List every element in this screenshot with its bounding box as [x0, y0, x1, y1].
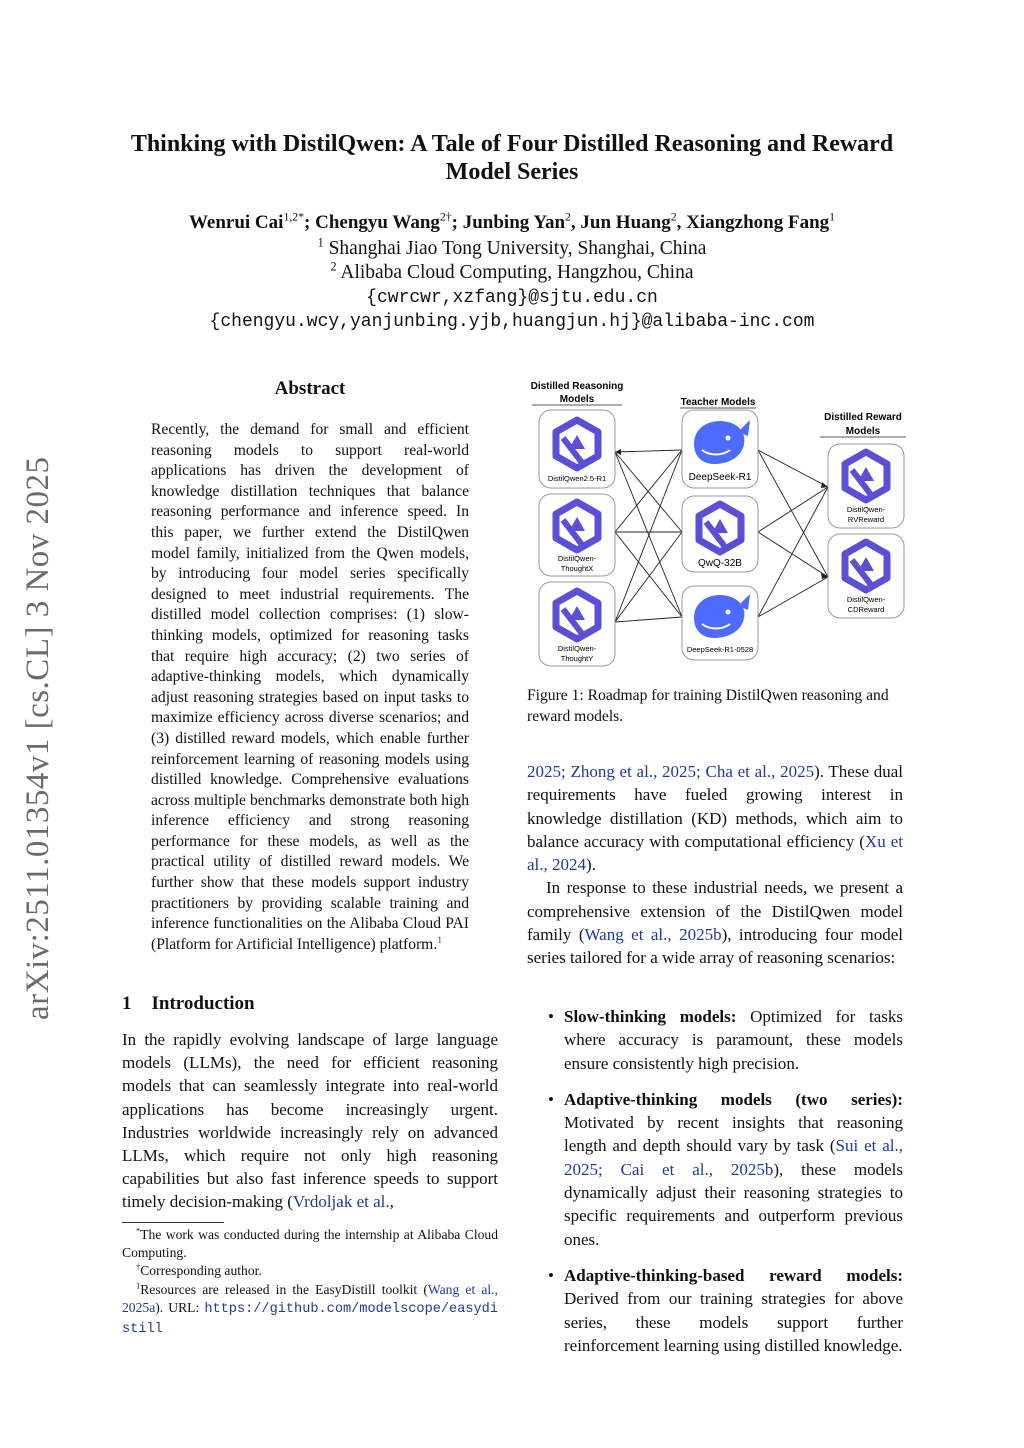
body-text: ). These dual requirements have fueled growing interest in knowledge distillation (KD) methods, which aim to balance accuracy with computational efficiency (: [527, 762, 904, 851]
footnote-mark: 1: [136, 1280, 141, 1291]
teacher-label: DeepSeek-R1: [688, 472, 752, 483]
author-affil-mark: 1,2*: [283, 210, 305, 224]
citation-separator: ;: [598, 1159, 621, 1179]
intro-text-end: ,: [389, 1192, 394, 1212]
list-item: • Adaptive-thinking models (two series): Motivated by recent insights that reasoning length and depth should vary by task (Sui et al., 2025; Cai et al., 2025b), these models dynamically adjust their reasoning strategies to specific requirements and outperform previous ones.: [548, 1089, 903, 1249]
introduction-body: [122, 1028, 498, 1214]
model-label: RVReward: [847, 515, 885, 524]
author-separator: ;: [304, 212, 311, 233]
model-label: CDReward: [847, 605, 885, 614]
title-line-2: Model Series: [445, 159, 579, 185]
list-item-title: Slow-thinking models:: [564, 1007, 737, 1026]
teacher-model-card: [682, 496, 758, 572]
footnotes: [122, 1226, 498, 1339]
author-list: [100, 212, 924, 234]
teacher-model-card: [682, 410, 758, 488]
abstract-heading: Abstract: [274, 378, 346, 399]
arxiv-sidebar-id: arXiv:2511.01354v1 [cs.CL] 3 Nov 2025: [20, 456, 56, 1020]
email-sjtu[interactable]: {cwrcwr,xzfang}@sjtu.edu.cn: [366, 288, 658, 308]
reasoning-model-card: [539, 494, 615, 576]
body-text: ).: [586, 855, 596, 875]
list-item-title: Adaptive-thinking models (two series):: [564, 1089, 903, 1109]
citation-link[interactable]: Wang et al., 2025a: [122, 1281, 498, 1315]
model-label: DistilQwen-: [557, 644, 597, 653]
citation-link[interactable]: Cai et al., 2025b: [620, 1159, 774, 1179]
teacher-label: DeepSeek-R1-0528: [686, 645, 754, 654]
list-item-title: Adaptive-thinking-based reward models:: [564, 1265, 903, 1285]
reward-model-card: [828, 444, 904, 528]
affiliation-1: [100, 235, 924, 260]
header-reasoning-line2: Models: [559, 394, 595, 405]
figure-1-caption: Figure 1: Roadmap for training DistilQwen reasoning and reward models.: [527, 687, 889, 725]
paragraph-continuation: [527, 760, 903, 876]
section-number: 1: [122, 993, 132, 1014]
footnote-3: [122, 1281, 498, 1340]
abstract-footnote-link[interactable]: 1: [437, 934, 443, 946]
paper-title: [100, 130, 924, 186]
footnote-1: [122, 1226, 498, 1262]
citation-separator: ;: [561, 762, 571, 781]
citation-separator: ;: [696, 762, 706, 781]
abstract-body: [151, 420, 469, 955]
abstract-text: Recently, the demand for small and efficient reasoning models to support real-world applications has driven the development of knowledge distillation techniques that balance reasoning performance and inference speed. In this paper, we further extend the DistilQwen model family, initialized from the Qwen models, by introducing four model series specifically designed to meet industrial requirements. The distilled model collection comprises: (1) slow-thinking models, optimized for reasoning tasks that require high accuracy; (2) two series of adaptive-thinking models, which dynamically adjust reasoning strategies based on input tasks to maximize efficiency across diverse scenarios; and (3) distilled reward models, which enable further reinforcement learning of reasoning models using distilled knowledge. Comprehensive evaluations across multiple benchmarks demonstrate both high inference efficiency and strong reasoning performance for these models, as well as the practical utility of distilled reward models. We further show that these models support industry practitioners by providing scalable training and inference functionalities on the Alibaba Cloud PAI (Platform for Artificial Intelligence) platform.: [151, 421, 469, 953]
author-name: Xiangzhong Fang: [686, 212, 830, 233]
body-text: ), introducing four model series tailored for a wide array of reasoning scenarios:: [527, 925, 903, 968]
teacher-model-card: [682, 586, 758, 660]
affiliation-2: [100, 259, 924, 284]
reward-model-card: [828, 534, 904, 618]
citation-link[interactable]: Xu et al., 2024: [527, 831, 903, 875]
footnote-text: The work was conducted during the internship at Alibaba Cloud Computing.: [122, 1227, 498, 1261]
header-reward-line2: Models: [845, 426, 881, 437]
title-line-1: Thinking with DistilQwen: A Tale of Four Distilled Reasoning and Reward: [130, 131, 894, 157]
author-affil-mark: 2†: [439, 210, 452, 224]
model-label: DistilQwen-: [557, 554, 597, 563]
affiliation-text: Shanghai Jiao Tong University, Shanghai, China: [328, 238, 707, 259]
list-item-text: Derived from our training strategies for above series, these models support further reinforcement learning using distilled knowledge.: [564, 1289, 903, 1355]
list-item-text: Optimized for tasks where accuracy is paramount, these models ensure consistently high precision.: [564, 1007, 904, 1073]
list-item: • Adaptive-thinking-based reward models: Derived from our training strategies for above series, these models support further reinforcement learning using distilled knowledge.: [548, 1265, 903, 1355]
list-item: • Slow-thinking models: Optimized for tasks where accuracy is paramount, these models ensure consistently high precision.: [548, 1007, 904, 1073]
list-item-text: ), these models dynamically adjust their reasoning strategies to specific requirements and outperform previous ones.: [564, 1159, 903, 1249]
author-name: Wenrui Cai: [188, 212, 284, 233]
model-label: DistilQwen-: [846, 595, 886, 604]
author-separator: ,: [570, 212, 576, 233]
teacher-label: QwQ-32B: [698, 558, 742, 569]
figure-1-roadmap: [522, 372, 912, 672]
author-separator: ;: [451, 212, 458, 233]
citation-link[interactable]: Vrdoljak et al.: [292, 1192, 390, 1212]
easydistill-url-link[interactable]: https://github.com/modelscope/easydistill: [122, 1301, 498, 1338]
footnote-divider: [122, 1222, 224, 1223]
author-name: Junbing Yan: [462, 212, 566, 233]
affiliation-mark: 1: [317, 235, 324, 250]
citation-link[interactable]: Zhong et al., 2025: [570, 762, 697, 781]
model-label: ThoughtY: [560, 654, 594, 663]
footnote-text: ). URL:: [155, 1299, 205, 1315]
section-heading-introduction: [122, 993, 255, 1015]
right-column-body: [527, 760, 903, 970]
header-reasoning-line1: Distilled Reasoning: [530, 381, 624, 392]
citation-link[interactable]: 2025: [527, 762, 561, 781]
reasoning-model-card: [539, 582, 615, 666]
reasoning-model-card: [539, 410, 615, 488]
paragraph-response: [527, 876, 903, 969]
author-affil-mark: 1: [829, 210, 836, 224]
citation-link[interactable]: Wang et al., 2025b: [584, 925, 722, 945]
email-alibaba[interactable]: {chengyu.wcy,yanjunbing.yjb,huangjun.hj}@alibaba-inc.com: [209, 312, 815, 332]
header-teacher: Teacher Models: [680, 397, 756, 408]
author-affil-mark: 2: [565, 210, 571, 224]
model-label: DistilQwen2.5-R1: [547, 474, 607, 483]
citation-link[interactable]: Cha et al., 2025: [705, 762, 815, 781]
author-affil-mark: 2: [670, 210, 677, 224]
footnote-text: Corresponding author.: [140, 1263, 262, 1279]
model-label: ThoughtX: [560, 564, 594, 573]
section-title: Introduction: [151, 993, 255, 1014]
footnote-mark: †: [136, 1261, 141, 1272]
footnote-text: Resources are released in the EasyDistill toolkit (: [140, 1281, 428, 1297]
model-series-list: [548, 1005, 903, 1370]
citation-link[interactable]: Sui et al., 2025: [564, 1136, 903, 1179]
footnote-2: [122, 1262, 498, 1280]
author-separator: ,: [676, 212, 682, 233]
list-item-text: Motivated by recent insights that reasoning length and depth should vary by task (: [564, 1113, 903, 1156]
affiliation-mark: 2: [330, 259, 337, 274]
author-name: Chengyu Wang: [315, 212, 440, 233]
header-reward-line1: Distilled Reward: [824, 412, 902, 423]
intro-text: In the rapidly evolving landscape of large language models (LLMs), the need for efficient reasoning models that can seamlessly integrate into real-world applications has become increasingly urgent. Industries worldwide increasingly rely on advanced LLMs, which require not only high reasoning capabilities but also fast inference speeds to support timely decision-making (: [122, 1030, 498, 1212]
body-text: In response to these industrial needs, we present a comprehensive extension of the DistilQwen model family (: [527, 878, 903, 945]
affiliation-text: Alibaba Cloud Computing, Hangzhou, China: [340, 262, 694, 283]
footnote-mark: *: [136, 1225, 141, 1236]
model-label: DistilQwen-: [846, 505, 886, 514]
author-name: Jun Huang: [580, 212, 671, 233]
